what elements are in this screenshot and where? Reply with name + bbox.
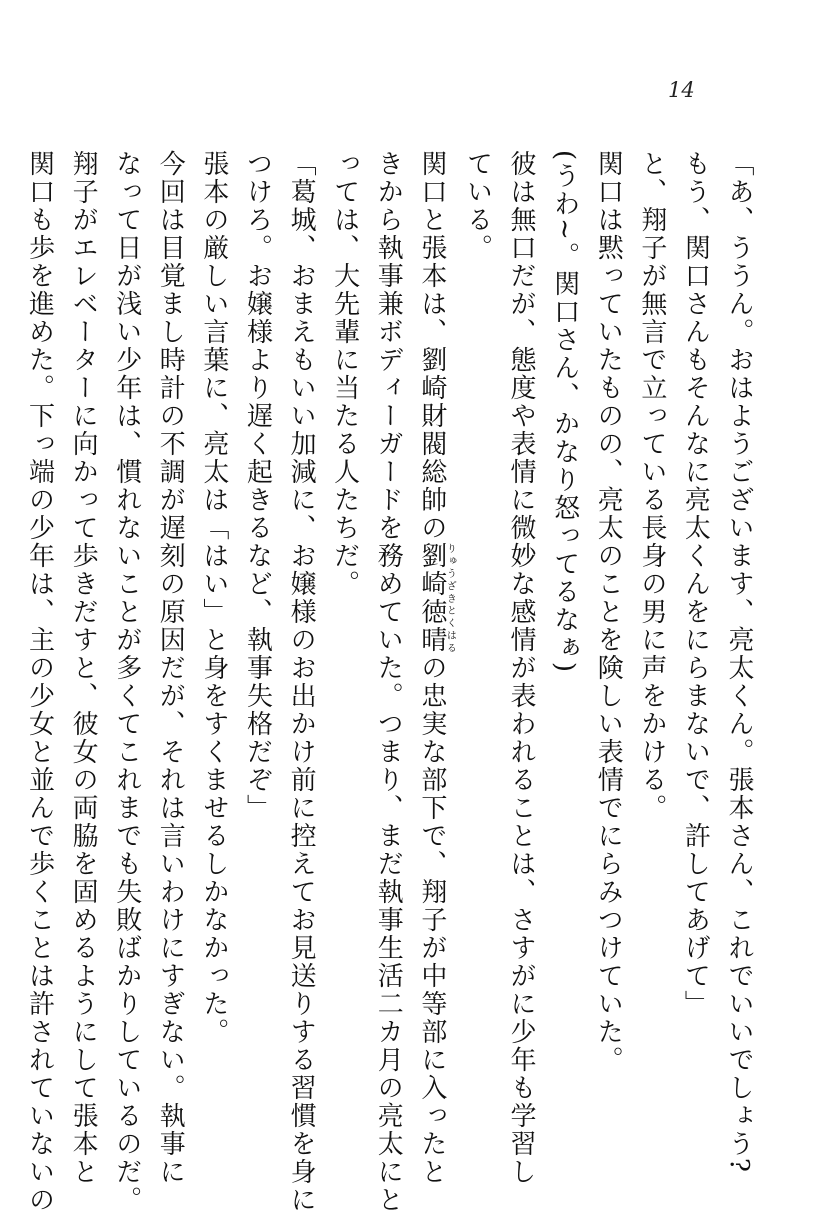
- text-line: 張本の厳しい言葉に、亮太は「はい」と身をすくませるしかなかった。: [198, 150, 229, 1046]
- text-line: っては、大先輩に当たる人たちだ。: [329, 150, 360, 598]
- text-line: 「葛城、おまえもいい加減に、お嬢様のお出かけ前に控えてお見送りする習慣を身に: [286, 150, 317, 1214]
- text-line: 翔子がエレベーターに向かって歩きだすと、彼女の両脇を固めるようにして張本と: [68, 150, 99, 1186]
- ruby-name: [416, 542, 456, 654]
- text-segment: の忠実な部下で、翔子が中等部に入ったと: [416, 654, 447, 1186]
- text-line: と、翔子が無言で立っている長身の男に声をかける。: [636, 150, 667, 822]
- text-line: つけろ。お嬢様より遅く起きるなど、執事失格だぞ」: [242, 150, 273, 822]
- text-line: 「あ、ううん。おはようございます、亮太くん。張本さん、これでいいでしょう?: [724, 150, 754, 1174]
- text-line: (うわ~。関口さん、かなり怒ってるなぁ): [549, 150, 580, 675]
- ruby-reading: りゅうざきとくはる: [444, 542, 456, 654]
- text-line: きから執事兼ボディーガードを務めていた。つまり、まだ執事生活二カ月の亮太にと: [373, 150, 404, 1214]
- text-line: 彼は無口だが、態度や表情に微妙な感情が表われることは、さすがに少年も学習し: [506, 150, 537, 1186]
- ruby-base: 劉崎徳晴: [416, 542, 447, 654]
- text-line: 関口も歩を進めた。下っ端の少年は、主の少女と並んで歩くことは許されていないの: [24, 150, 55, 1214]
- novel-text-body: [24, 150, 760, 1214]
- text-line: ている。: [462, 150, 493, 262]
- text-line: なって日が浅い少年は、慣れないことが多くてこれまでも失敗ばかりしているのだ。: [111, 150, 142, 1214]
- text-line-with-ruby: [409, 150, 456, 1186]
- text-line: 関口は黙っていたものの、亮太のことを険しい表情でにらみつけていた。: [593, 150, 624, 1074]
- text-line: もう、関口さんもそんなに亮太くんをにらまないで、許してあげて」: [680, 150, 711, 1018]
- text-line: 今回は目覚まし時計の不調が遅刻の原因だが、それは言いわけにすぎない。執事に: [155, 150, 186, 1186]
- text-segment: 関口と張本は、劉崎財閥総帥の: [416, 150, 447, 542]
- page-number: 14: [668, 78, 695, 102]
